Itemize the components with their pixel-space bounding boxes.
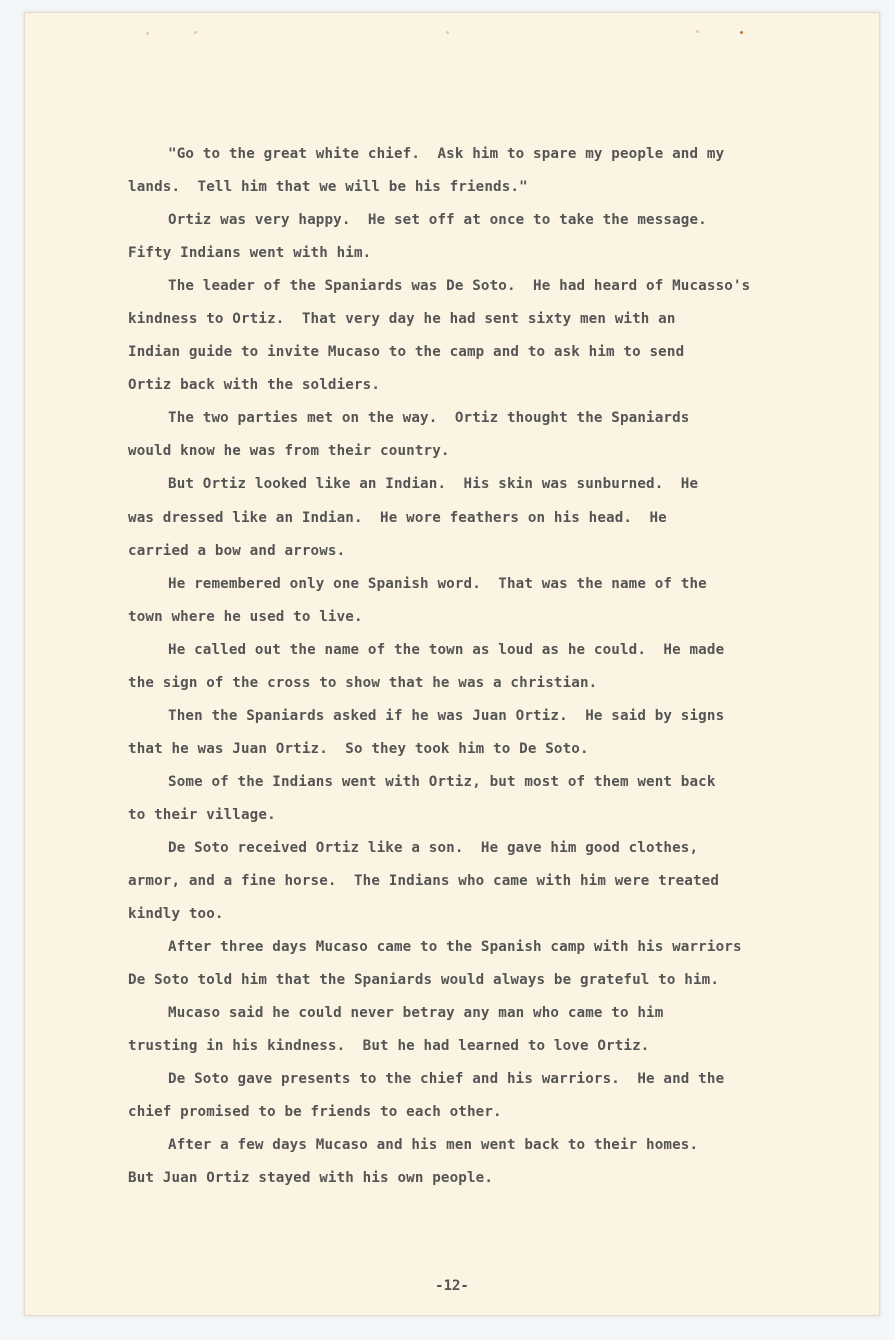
text-line: De Soto told him that the Spaniards would always be grateful to him.	[128, 972, 720, 989]
text-line: The leader of the Spaniards was De Soto. He had heard of Mucasso's	[168, 278, 751, 295]
paper-speck	[194, 31, 197, 34]
text-line: De Soto received Ortiz like a son. He gave him good clothes,	[168, 839, 699, 856]
text-line: De Soto gave presents to the chief and his warriors. He and the	[168, 1071, 725, 1088]
paper-speck	[146, 32, 149, 35]
text-line: carried a bow and arrows.	[128, 542, 346, 559]
document-page	[24, 12, 880, 1316]
text-line: Ortiz back with the soldiers.	[128, 377, 381, 394]
text-line: Some of the Indians went with Ortiz, but most of them went back	[168, 773, 716, 790]
paper-speck	[696, 30, 699, 33]
text-line: would know he was from their country.	[128, 443, 450, 460]
text-line: trusting in his kindness. But he had learned to love Ortiz.	[128, 1038, 650, 1055]
text-line: Fifty Indians went with him.	[128, 245, 372, 262]
text-line: Indian guide to invite Mucaso to the camp and to ask him to send	[128, 344, 685, 361]
text-line: He called out the name of the town as loud as he could. He made	[168, 641, 725, 658]
paper-speck	[446, 31, 449, 34]
text-line: But Ortiz looked like an Indian. His skin was sunburned. He	[168, 476, 699, 493]
text-line: chief promised to be friends to each other.	[128, 1104, 502, 1121]
text-line: kindness to Ortiz. That very day he had sent sixty men with an	[128, 311, 676, 328]
text-line: But Juan Ortiz stayed with his own people.	[128, 1170, 494, 1187]
text-line: lands. Tell him that we will be his friends."	[128, 179, 528, 196]
text-line: After a few days Mucaso and his men went back to their homes.	[168, 1137, 699, 1154]
page-number: -12-	[435, 1278, 469, 1294]
text-line: After three days Mucaso came to the Spanish camp with his warriors	[168, 939, 742, 956]
typed-body-text	[128, 138, 848, 1196]
text-line: town where he used to live.	[128, 608, 363, 625]
text-line: kindly too.	[128, 906, 224, 923]
text-line: Ortiz was very happy. He set off at once to take the message.	[168, 212, 707, 229]
text-line: that he was Juan Ortiz. So they took him to De Soto.	[128, 740, 589, 757]
text-line: "Go to the great white chief. Ask him to spare my people and my	[168, 146, 725, 162]
text-line: the sign of the cross to show that he was a christian.	[128, 674, 598, 691]
text-line: Then the Spaniards asked if he was Juan Ortiz. He said by signs	[168, 707, 725, 724]
paper-speck	[740, 31, 743, 34]
text-line: He remembered only one Spanish word. That was the name of the	[168, 575, 707, 592]
text-line: was dressed like an Indian. He wore feathers on his head. He	[128, 509, 667, 526]
text-line: Mucaso said he could never betray any man who came to him	[168, 1005, 664, 1022]
text-line: The two parties met on the way. Ortiz thought the Spaniards	[168, 410, 690, 427]
text-line: armor, and a fine horse. The Indians who came with him were treated	[128, 873, 720, 890]
text-line: to their village.	[128, 806, 276, 823]
